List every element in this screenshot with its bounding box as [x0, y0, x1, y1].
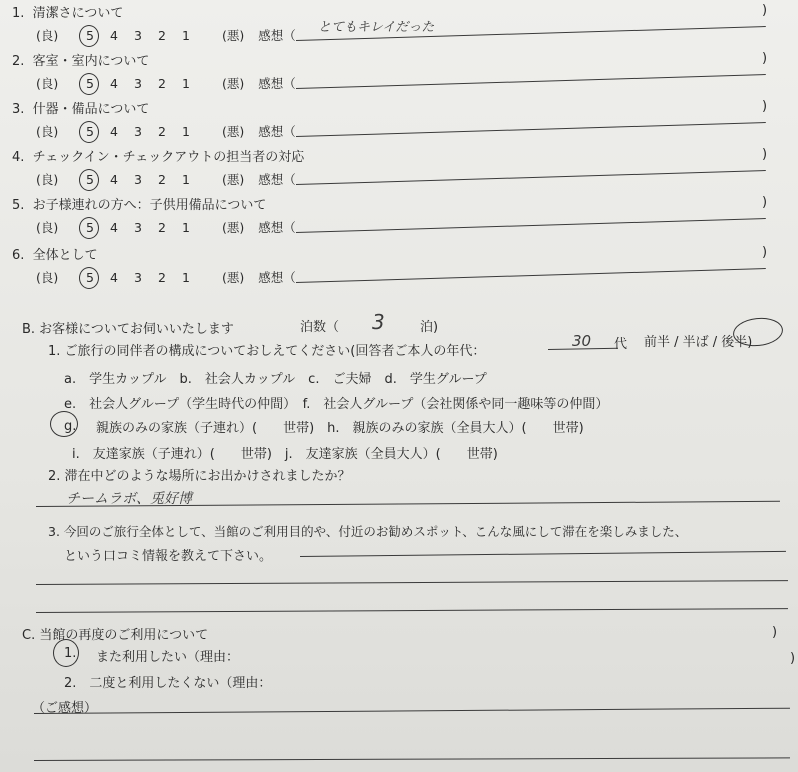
rating-option[interactable]: 2	[158, 172, 166, 187]
rating-option[interactable]: 3	[134, 220, 142, 235]
rating-option[interactable]: 1	[182, 220, 190, 235]
impression-answer[interactable]: とてもキレイだった	[318, 20, 435, 35]
rating-option[interactable]: 1	[182, 124, 190, 139]
rating-scale	[36, 218, 296, 236]
question-title: 5. お子様連れの方へ：子供用備品について	[12, 198, 267, 213]
option-g-circle	[50, 411, 78, 437]
age-options: 前半 / 半ば / 後半)	[644, 335, 753, 350]
rating-option[interactable]: 4	[110, 28, 118, 43]
rating-option[interactable]: 3	[134, 28, 142, 43]
good-label: (良)	[36, 270, 59, 285]
impression-label: 感想（	[258, 124, 296, 139]
rating-scale	[36, 170, 296, 188]
rating-option[interactable]: 4	[110, 124, 118, 139]
impression-label: （ご感想）	[32, 701, 98, 716]
rating-option[interactable]: 5	[86, 76, 110, 91]
rating-scale	[36, 26, 296, 44]
question-title: 6. 全体として	[12, 248, 98, 263]
review-question-1: 3. 今回のご旅行全体として、当館のご利用目的や、付近のお勧めスポット、こんな風にして滞在を楽しみました、	[48, 524, 688, 539]
close-paren: )	[762, 147, 768, 162]
rating-scale	[36, 268, 296, 286]
impression-label: 感想（	[258, 220, 296, 235]
impression-label: 感想（	[258, 172, 296, 187]
impression-label: 感想（	[258, 270, 296, 285]
rating-option[interactable]: 4	[110, 270, 118, 285]
nights-unit: 泊)	[420, 320, 439, 335]
good-label: (良)	[36, 76, 59, 91]
revisit-option-1-circle	[53, 639, 79, 667]
impression-line[interactable]	[296, 170, 766, 185]
option-row-1: a. 学生カップル b. 社会人カップル c. ご夫婦 d. 学生グループ	[64, 372, 487, 387]
rating-option[interactable]: 2	[158, 28, 166, 43]
close-paren: )	[762, 195, 768, 210]
rating-option[interactable]: 5	[86, 220, 110, 235]
outing-question: 2. 滞在中どのような場所にお出かけされましたか？	[48, 469, 351, 484]
impression-line[interactable]	[296, 74, 766, 89]
impression-line-2[interactable]	[34, 757, 790, 761]
impression-line[interactable]	[296, 122, 766, 137]
rating-option[interactable]: 1	[182, 76, 190, 91]
close-paren: )	[762, 99, 768, 114]
rating-option[interactable]: 4	[110, 220, 118, 235]
bad-label: (悪)	[222, 172, 245, 187]
good-label: (良)	[36, 124, 59, 139]
rating-option[interactable]: 5	[86, 124, 110, 139]
c-close-paren-1: )	[772, 625, 778, 640]
age-value[interactable]: 30	[572, 332, 592, 350]
close-paren: )	[762, 245, 768, 260]
impression-line[interactable]	[296, 218, 766, 233]
companion-question: 1. ご旅行の同伴者の構成についておしえてください(回答者ご本人の年代：	[48, 344, 486, 359]
section-c-title: C. 当館の再度のご利用について	[22, 628, 209, 643]
rating-option[interactable]: 1	[182, 172, 190, 187]
rating-option[interactable]: 3	[134, 270, 142, 285]
option-row-3: 親族のみの家族（子連れ）( 世帯) h. 親族のみの家族（全員大人）( 世帯)	[96, 421, 584, 436]
impression-label: 感想（	[258, 76, 296, 91]
c-close-paren-2: )	[790, 651, 796, 666]
rating-option[interactable]: 2	[158, 220, 166, 235]
review-question-2: という口コミ情報を教えて下さい。	[64, 549, 273, 564]
bad-label: (悪)	[222, 220, 245, 235]
rating-option[interactable]: 4	[110, 76, 118, 91]
revisit-option-1: また利用したい（理由：	[96, 650, 240, 665]
bad-label: (悪)	[222, 124, 245, 139]
review-line-3[interactable]	[36, 608, 788, 613]
question-title: 1. 清潔さについて	[12, 6, 124, 21]
review-line-2[interactable]	[36, 580, 788, 585]
impression-label: 感想（	[258, 28, 296, 43]
rating-scale	[36, 74, 296, 92]
rating-option[interactable]: 3	[134, 124, 142, 139]
bad-label: (悪)	[222, 28, 245, 43]
rating-option[interactable]: 3	[134, 76, 142, 91]
close-paren: )	[762, 51, 768, 66]
rating-option[interactable]: 5	[86, 172, 110, 187]
rating-option[interactable]: 1	[182, 28, 190, 43]
question-title: 4. チェックイン・チェックアウトの担当者の対応	[12, 150, 305, 165]
bad-label: (悪)	[222, 76, 245, 91]
rating-option[interactable]: 2	[158, 270, 166, 285]
option-row-2: e. 社会人グループ（学生時代の仲間） f. 社会人グループ（会社関係や同一趣味等の仲間）	[64, 397, 609, 412]
rating-option[interactable]: 2	[158, 124, 166, 139]
close-paren: )	[762, 3, 768, 18]
rating-option[interactable]: 5	[86, 270, 110, 285]
revisit-option-1-no[interactable]: 1.	[64, 646, 77, 661]
rating-option[interactable]: 4	[110, 172, 118, 187]
section-b-title: B. お客様についてお伺いいたします	[22, 322, 234, 337]
rating-option[interactable]: 5	[86, 28, 110, 43]
rating-scale	[36, 122, 296, 140]
impression-line[interactable]	[296, 268, 766, 283]
rating-option[interactable]: 2	[158, 76, 166, 91]
rating-option[interactable]: 3	[134, 172, 142, 187]
question-title: 2. 客室・室内について	[12, 54, 150, 69]
good-label: (良)	[36, 220, 59, 235]
good-label: (良)	[36, 28, 59, 43]
bad-label: (悪)	[222, 270, 245, 285]
option-g-label[interactable]: g.	[64, 419, 77, 434]
outing-answer[interactable]: チームラボ、兎好博	[66, 491, 192, 507]
good-label: (良)	[36, 172, 59, 187]
age-unit: 代	[614, 337, 628, 352]
revisit-option-2[interactable]: 2. 二度と利用したくない（理由：	[64, 676, 272, 691]
question-title: 3. 什器・備品について	[12, 102, 150, 117]
review-line-1[interactable]	[300, 551, 786, 557]
rating-option[interactable]: 1	[182, 270, 190, 285]
nights-value[interactable]: 3	[372, 310, 385, 334]
nights-label: 泊数（	[300, 320, 340, 335]
impression-line-1[interactable]	[34, 708, 790, 714]
option-row-4: i. 友達家族（子連れ）( 世帯) j. 友達家族（全員大人）( 世帯)	[72, 447, 498, 462]
